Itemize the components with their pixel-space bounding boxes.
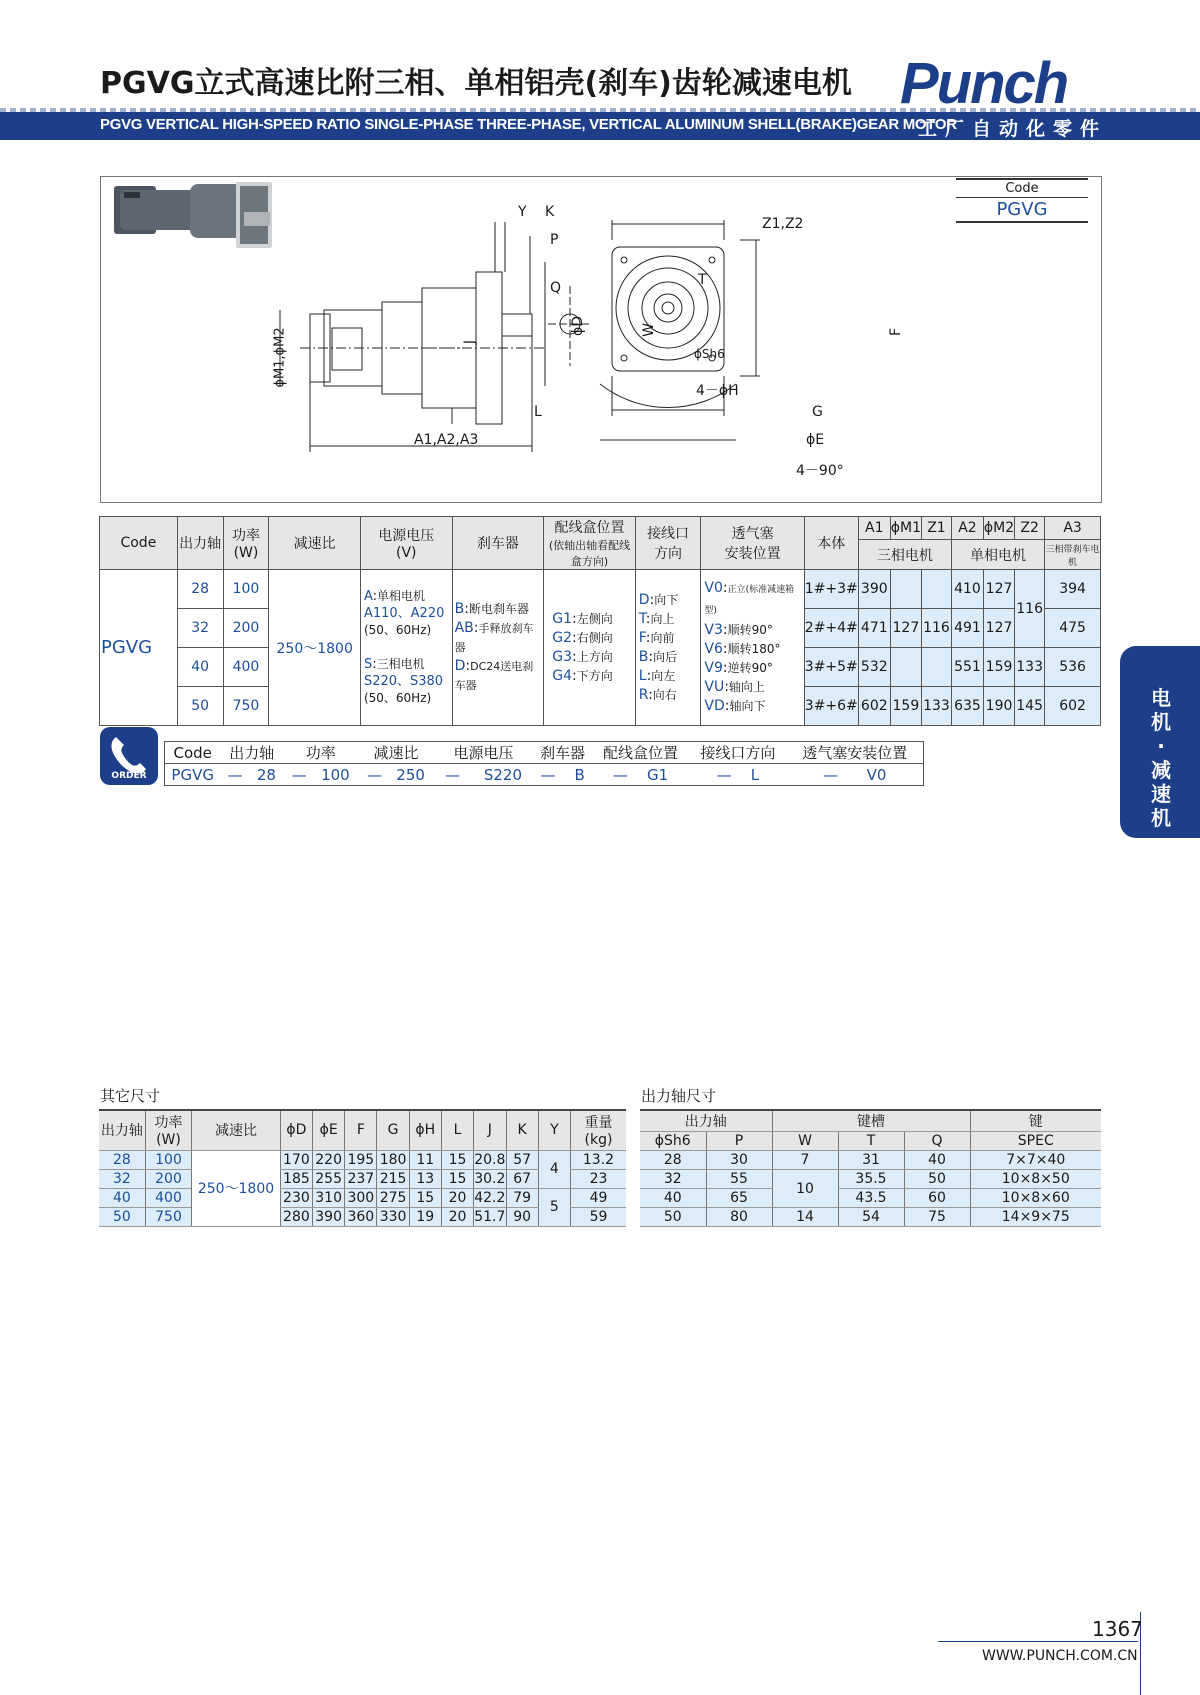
- body-cell: 3#+5#: [804, 648, 858, 687]
- od-e: 390: [313, 1207, 345, 1226]
- port-code: L: [638, 667, 647, 684]
- od-j: 42.2: [474, 1189, 506, 1206]
- order-dash: —: [540, 765, 556, 784]
- box-code: G3: [552, 648, 573, 665]
- order-dash: —: [823, 765, 839, 784]
- shaft-dims-table: [640, 1109, 1101, 1227]
- m1-cell: 127: [890, 609, 921, 648]
- od-j: 20.8: [474, 1151, 506, 1168]
- z1-cell: 133: [921, 687, 951, 726]
- body-cell: 2#+4#: [804, 609, 858, 648]
- order-value-text: G1: [646, 765, 669, 784]
- port-code: D: [638, 591, 650, 608]
- a2-cell: 635: [951, 687, 983, 726]
- port-desc: 向右: [652, 687, 677, 702]
- a2-cell: 410: [951, 570, 983, 609]
- dim-label-q: Q: [550, 280, 562, 296]
- other-dims-table: [99, 1109, 626, 1227]
- sd-header: ϕSh6: [640, 1132, 706, 1151]
- a3-cell: 536: [1045, 648, 1101, 687]
- od-power: 750: [145, 1207, 191, 1226]
- dim-label-phi-d: ϕD: [570, 315, 587, 337]
- sd-group: 键槽: [772, 1110, 970, 1132]
- code-box-label: Code: [956, 178, 1088, 198]
- order-value-text: V0: [866, 765, 887, 784]
- dim-label-sh6: ϕSh6: [694, 347, 725, 361]
- od-header: 出力轴: [99, 1110, 145, 1150]
- dim-label-j: J: [462, 339, 479, 345]
- motor-photo: [114, 182, 272, 248]
- order-dash: —: [291, 765, 307, 784]
- od-y: 5: [538, 1188, 570, 1226]
- th-single-brake: 三相带刹车电机: [1045, 540, 1101, 570]
- voltage-s-values: S220、S380: [363, 674, 444, 689]
- th-shaft: 出力轴: [177, 517, 223, 570]
- dim-label-y: Y: [518, 204, 527, 220]
- a1-cell: 471: [858, 609, 890, 648]
- od-g: 330: [377, 1207, 409, 1226]
- brake-code: AB: [454, 620, 474, 636]
- sd-t: 54: [838, 1208, 904, 1227]
- order-dash: —: [227, 765, 243, 784]
- th-voltage: [360, 517, 452, 570]
- box-desc: 下方向: [576, 668, 613, 683]
- vent-desc: 顺转90°: [727, 623, 773, 637]
- sd-p: 65: [706, 1189, 772, 1208]
- order-value-text: 250: [396, 765, 425, 784]
- od-k: 67: [506, 1169, 538, 1188]
- order-dash: —: [445, 765, 460, 784]
- website-link[interactable]: WWW.PUNCH.COM.CN: [982, 1648, 1138, 1664]
- voltage-s-desc: 三相电机: [376, 657, 425, 671]
- port-desc: 向左: [651, 668, 676, 683]
- order-value-text: 28: [256, 765, 276, 784]
- port-code: R: [638, 686, 649, 703]
- order-header: 减速比: [373, 744, 419, 762]
- sd-sh6: 28: [640, 1151, 706, 1170]
- port-cell: D:向下 T:向上 F:向前 B:向后 L:向左 R:向右: [635, 570, 701, 726]
- od-header: L: [441, 1110, 473, 1150]
- power-cell: 750: [223, 687, 269, 726]
- th-z1: Z1: [921, 517, 951, 540]
- box-cell: G1:左侧向 G2:右侧向 G3:上方向 G4:下方向: [544, 570, 636, 726]
- z1-cell: 116: [921, 609, 951, 648]
- vent-desc: 顺转180°: [727, 642, 781, 656]
- box-code: G1: [552, 610, 573, 627]
- code-box-value: PGVG: [956, 198, 1088, 223]
- order-value: [533, 764, 591, 786]
- th-power-label: 功率: [231, 528, 260, 544]
- order-dash: —: [366, 765, 382, 784]
- other-dims-title: 其它尺寸: [100, 1087, 161, 1105]
- spec-table: [99, 516, 1101, 726]
- od-f: 237: [345, 1169, 377, 1188]
- od-header: ϕD: [280, 1110, 312, 1150]
- sd-p: 80: [706, 1208, 772, 1227]
- od-shaft: 50: [99, 1207, 145, 1226]
- sd-header: W: [772, 1132, 838, 1151]
- od-d: 280: [280, 1207, 312, 1226]
- od-l: 15: [441, 1169, 473, 1188]
- od-y: 4: [538, 1150, 570, 1188]
- sd-p: 30: [706, 1151, 772, 1170]
- box-code: G2: [552, 629, 573, 646]
- a3-cell: 394: [1045, 570, 1101, 609]
- od-f: 360: [345, 1207, 377, 1226]
- th-vent: [701, 517, 804, 570]
- brake-desc: 断电刹车器: [468, 602, 529, 616]
- th-three-phase: 三相电机: [858, 540, 951, 570]
- voltage-a-code: A: [363, 589, 373, 604]
- dim-label-k: K: [545, 204, 555, 220]
- a3-cell: 475: [1045, 609, 1101, 648]
- od-header: ϕE: [313, 1110, 345, 1150]
- box-desc: 上方向: [576, 649, 613, 664]
- th-z2: Z2: [1015, 517, 1045, 540]
- od-e: 220: [313, 1150, 345, 1169]
- th-port-1: 接线口: [647, 526, 690, 542]
- od-ratio: 250～1800: [192, 1150, 281, 1226]
- od-weight: 23: [570, 1169, 626, 1188]
- sd-sh6: 50: [640, 1208, 706, 1227]
- m2-cell: 159: [983, 648, 1014, 687]
- od-h: 19: [409, 1207, 441, 1226]
- order-table: [164, 741, 924, 786]
- dim-label-p: P: [550, 232, 559, 248]
- dim-label-phi-e: ϕE: [806, 432, 825, 448]
- main-code: PGVG: [100, 570, 178, 726]
- m2-cell: 190: [983, 687, 1014, 726]
- th-m1: ϕM1: [890, 517, 921, 540]
- od-weight: 49: [570, 1188, 626, 1207]
- od-shaft: 40: [99, 1188, 145, 1207]
- od-power: 400: [145, 1188, 191, 1207]
- sd-sh6: 40: [640, 1189, 706, 1208]
- dim-label-l: L: [534, 404, 542, 420]
- od-weight: 59: [570, 1207, 626, 1226]
- power-cell: 200: [223, 609, 269, 648]
- order-value: [689, 764, 786, 786]
- th-voltage-label: 电源电压: [378, 528, 435, 544]
- dim-label-m: ϕM1,ϕM2: [272, 327, 288, 388]
- order-header: 功率: [305, 744, 336, 762]
- a2-cell: 551: [951, 648, 983, 687]
- brake-desc: DC24送电刹车器: [454, 660, 534, 692]
- th-power: [223, 517, 269, 570]
- th-power-unit: (W): [233, 545, 259, 561]
- port-code: F: [638, 629, 646, 646]
- sd-spec: 10×8×60: [970, 1189, 1101, 1208]
- od-header-power-label: 功率: [154, 1115, 183, 1132]
- m1-cell: [890, 570, 921, 609]
- od-j: 30.2: [474, 1170, 506, 1187]
- port-desc: 向前: [650, 630, 675, 645]
- od-k: 90: [506, 1207, 538, 1226]
- category-side-tab[interactable]: [1120, 646, 1200, 838]
- sd-t: 31: [838, 1151, 904, 1170]
- vent-code: V3: [704, 622, 723, 638]
- order-value: [220, 764, 283, 786]
- dim-label-t: T: [698, 272, 707, 288]
- od-d: 170: [280, 1150, 312, 1169]
- port-code: T: [638, 610, 646, 627]
- shaft-dims-title: 出力轴尺寸: [641, 1087, 717, 1105]
- od-shaft: 32: [99, 1169, 145, 1188]
- m2-cell: 127: [983, 570, 1014, 609]
- od-k: 79: [506, 1188, 538, 1207]
- order-header: 透气塞安装位置: [802, 744, 908, 762]
- z2-cell: 145: [1015, 687, 1045, 726]
- order-value: [283, 764, 358, 786]
- dim-label-g: G: [812, 404, 823, 420]
- th-port: [635, 517, 701, 570]
- dim-label-a: A1,A2,A3: [414, 432, 479, 448]
- dim-label-z: Z1,Z2: [762, 216, 804, 232]
- th-a2: A2: [951, 517, 983, 540]
- logo-subtitle: 工厂自动化零件: [918, 118, 1108, 140]
- th-box: [544, 517, 636, 570]
- od-e: 255: [313, 1169, 345, 1188]
- order-icon-label: ORDER: [111, 771, 147, 781]
- th-body: 本体: [804, 517, 858, 570]
- th-ratio: 减速比: [269, 517, 361, 570]
- voltage-cell: A:单相电机 A110、A220 (50、60Hz) S:三相电机 S220、S380 (50、60Hz): [360, 570, 452, 726]
- th-box-note: (依轴出轴看配线盒方向): [548, 539, 631, 568]
- box-code: G4: [552, 667, 573, 684]
- dim-label-f: F: [888, 327, 905, 337]
- a3-cell: 602: [1045, 687, 1101, 726]
- voltage-s-hz: (50、60Hz): [363, 691, 432, 705]
- order-value-text: S220: [483, 765, 522, 784]
- order-value-text: L: [750, 765, 760, 784]
- order-header: 配线盒位置: [603, 744, 679, 762]
- od-g: 275: [377, 1188, 409, 1207]
- power-cell: 100: [223, 570, 269, 609]
- sd-q: 60: [904, 1189, 970, 1208]
- page-subtitle: PGVG VERTICAL HIGH-SPEED RATIO SINGLE-PHASE THREE-PHASE, VERTICAL ALUMINUM SHELL(BRAKE)GEAR MOTOR: [100, 116, 957, 133]
- order-value: [592, 764, 689, 786]
- th-single-phase: 单相电机: [951, 540, 1044, 570]
- z1-cell: [921, 648, 951, 687]
- od-header-weight: [570, 1110, 626, 1150]
- sd-header: P: [706, 1132, 772, 1151]
- z2-cell: 133: [1015, 648, 1045, 687]
- sd-w: 10: [772, 1170, 838, 1208]
- od-k: 57: [506, 1150, 538, 1169]
- sd-header: T: [838, 1132, 904, 1151]
- od-e: 310: [313, 1188, 345, 1207]
- od-header: J: [474, 1110, 506, 1150]
- order-value: [434, 764, 534, 786]
- a1-cell: 532: [858, 648, 890, 687]
- order-value-text: B: [574, 765, 585, 784]
- sd-sh6: 32: [640, 1170, 706, 1189]
- th-box-label: 配线盒位置: [554, 520, 625, 536]
- voltage-s-code: S: [363, 657, 373, 672]
- dim-label-angle: 4－90°: [796, 463, 844, 479]
- body-cell: 3#+6#: [804, 687, 858, 726]
- od-g: 180: [377, 1150, 409, 1169]
- od-header: Y: [538, 1110, 570, 1150]
- side-view: [280, 222, 545, 452]
- shaft-cell: 28: [177, 570, 223, 609]
- th-m2: ϕM2: [983, 517, 1014, 540]
- th-brake: 刹车器: [452, 517, 544, 570]
- od-header-power-unit: (W): [156, 1132, 181, 1149]
- th-vent-2: 安装位置: [724, 546, 781, 562]
- z1-cell: [921, 570, 951, 609]
- th-voltage-unit: (V): [396, 545, 417, 561]
- order-value: [787, 764, 924, 786]
- sd-p: 55: [706, 1170, 772, 1189]
- a1-cell: 602: [858, 687, 890, 726]
- od-header: ϕH: [409, 1110, 441, 1150]
- sd-spec: 14×9×75: [970, 1208, 1101, 1227]
- port-desc: 向下: [654, 592, 679, 607]
- brake-cell: B:断电刹车器 AB:手释放刹车器 D:DC24送电刹车器: [452, 570, 544, 726]
- dim-label-holes: 4－ϕH: [696, 383, 739, 399]
- order-value: PGVG: [171, 765, 214, 784]
- od-shaft: 28: [99, 1150, 145, 1169]
- sd-w: 7: [772, 1151, 838, 1170]
- od-power: 200: [145, 1169, 191, 1188]
- port-code: B: [638, 648, 649, 665]
- od-d: 185: [280, 1169, 312, 1188]
- vent-desc: 逆转90°: [727, 661, 773, 675]
- order-header: 接线口方向: [700, 744, 776, 762]
- od-header: F: [345, 1110, 377, 1150]
- od-h: 13: [409, 1169, 441, 1188]
- order-dash: —: [716, 765, 732, 784]
- od-g: 215: [377, 1169, 409, 1188]
- sd-t: 43.5: [838, 1189, 904, 1208]
- vent-code: V6: [704, 641, 723, 657]
- brake-code: B: [454, 601, 465, 617]
- power-cell: 400: [223, 648, 269, 687]
- sd-header: SPEC: [970, 1132, 1101, 1151]
- od-l: 15: [441, 1150, 473, 1169]
- od-h: 15: [409, 1188, 441, 1207]
- order-header: 出力轴: [229, 744, 275, 762]
- shaft-cell: 40: [177, 648, 223, 687]
- sd-spec: 7×7×40: [970, 1151, 1101, 1170]
- od-f: 300: [345, 1188, 377, 1207]
- order-value: [358, 764, 433, 786]
- ratio-cell: 250～1800: [269, 570, 361, 726]
- port-desc: 向后: [653, 649, 678, 664]
- m1-cell: [890, 648, 921, 687]
- od-header: 减速比: [192, 1110, 281, 1150]
- sd-q: 40: [904, 1151, 970, 1170]
- order-dash: —: [612, 765, 628, 784]
- box-desc: 右侧向: [576, 630, 613, 645]
- th-a3: A3: [1045, 517, 1101, 540]
- od-header: G: [377, 1110, 409, 1150]
- voltage-a-hz: (50、60Hz): [363, 623, 432, 637]
- voltage-a-values: A110、A220: [363, 606, 445, 621]
- vent-cell: V0:正立(标准减速箱型) V3:顺转90° V6:顺转180° V9:逆转90° VU:轴向上 VD:轴向下: [701, 570, 804, 726]
- vent-code: VU: [704, 679, 725, 695]
- order-header: Code: [173, 743, 212, 762]
- order-header: 刹车器: [540, 744, 586, 762]
- od-weight: 13.2: [570, 1150, 626, 1169]
- od-j: 51.7: [474, 1208, 506, 1225]
- a2-cell: 491: [951, 609, 983, 648]
- shaft-cell: 50: [177, 687, 223, 726]
- m1-cell: 159: [890, 687, 921, 726]
- vent-code: V9: [704, 660, 723, 676]
- side-tab-label: 电机·减速机: [1151, 686, 1171, 830]
- vent-desc: 正立(标准减速箱型): [704, 585, 795, 616]
- sd-q: 50: [904, 1170, 970, 1189]
- th-code: Code: [100, 517, 178, 570]
- brake-code: D: [454, 658, 466, 674]
- brake-desc: 手释放刹车器: [454, 622, 534, 654]
- od-header: K: [506, 1110, 538, 1150]
- sd-spec: 10×8×50: [970, 1170, 1101, 1189]
- body-cell: 1#+3#: [804, 570, 858, 609]
- th-vent-1: 透气塞: [731, 526, 774, 542]
- od-header-power: [145, 1110, 191, 1150]
- order-value-text: 100: [321, 765, 350, 784]
- vent-code: V0: [704, 580, 723, 596]
- sd-group: 出力轴: [640, 1110, 772, 1132]
- box-desc: 左侧向: [576, 611, 613, 626]
- page-number: 1367: [1092, 1617, 1143, 1641]
- od-header-weight-label: 重量: [584, 1115, 613, 1132]
- od-power: 100: [145, 1150, 191, 1169]
- m2-cell: 127: [983, 609, 1014, 648]
- od-header-weight-unit: (kg): [584, 1132, 613, 1149]
- punch-logo: Punch: [900, 51, 1068, 116]
- th-a1: A1: [858, 517, 890, 540]
- od-d: 230: [280, 1188, 312, 1207]
- dim-label-w: W: [640, 323, 657, 337]
- page-title: PGVG立式高速比附三相、单相铝壳(刹车)齿轮减速电机: [100, 66, 852, 101]
- vent-code: VD: [704, 698, 725, 714]
- th-port-2: 方向: [654, 546, 683, 562]
- sd-header: Q: [904, 1132, 970, 1151]
- order-header: 电源电压: [453, 744, 514, 762]
- od-h: 11: [409, 1150, 441, 1169]
- shaft-cell: 32: [177, 609, 223, 648]
- sd-t: 35.5: [838, 1170, 904, 1189]
- vent-desc: 轴向下: [729, 699, 766, 713]
- sd-group: 键: [970, 1110, 1101, 1132]
- sd-q: 75: [904, 1208, 970, 1227]
- a1-cell: 390: [858, 570, 890, 609]
- od-l: 20: [441, 1188, 473, 1207]
- port-desc: 向上: [650, 611, 675, 626]
- technical-drawing: [100, 176, 1100, 501]
- footer-rule: [938, 1641, 1138, 1642]
- vent-desc: 轴向上: [728, 680, 765, 694]
- voltage-a-desc: 单相电机: [377, 589, 426, 603]
- sd-w: 14: [772, 1208, 838, 1227]
- z2-merged-cell: 116: [1015, 570, 1045, 648]
- order-icon: [100, 727, 158, 785]
- od-l: 20: [441, 1207, 473, 1226]
- od-f: 195: [345, 1150, 377, 1169]
